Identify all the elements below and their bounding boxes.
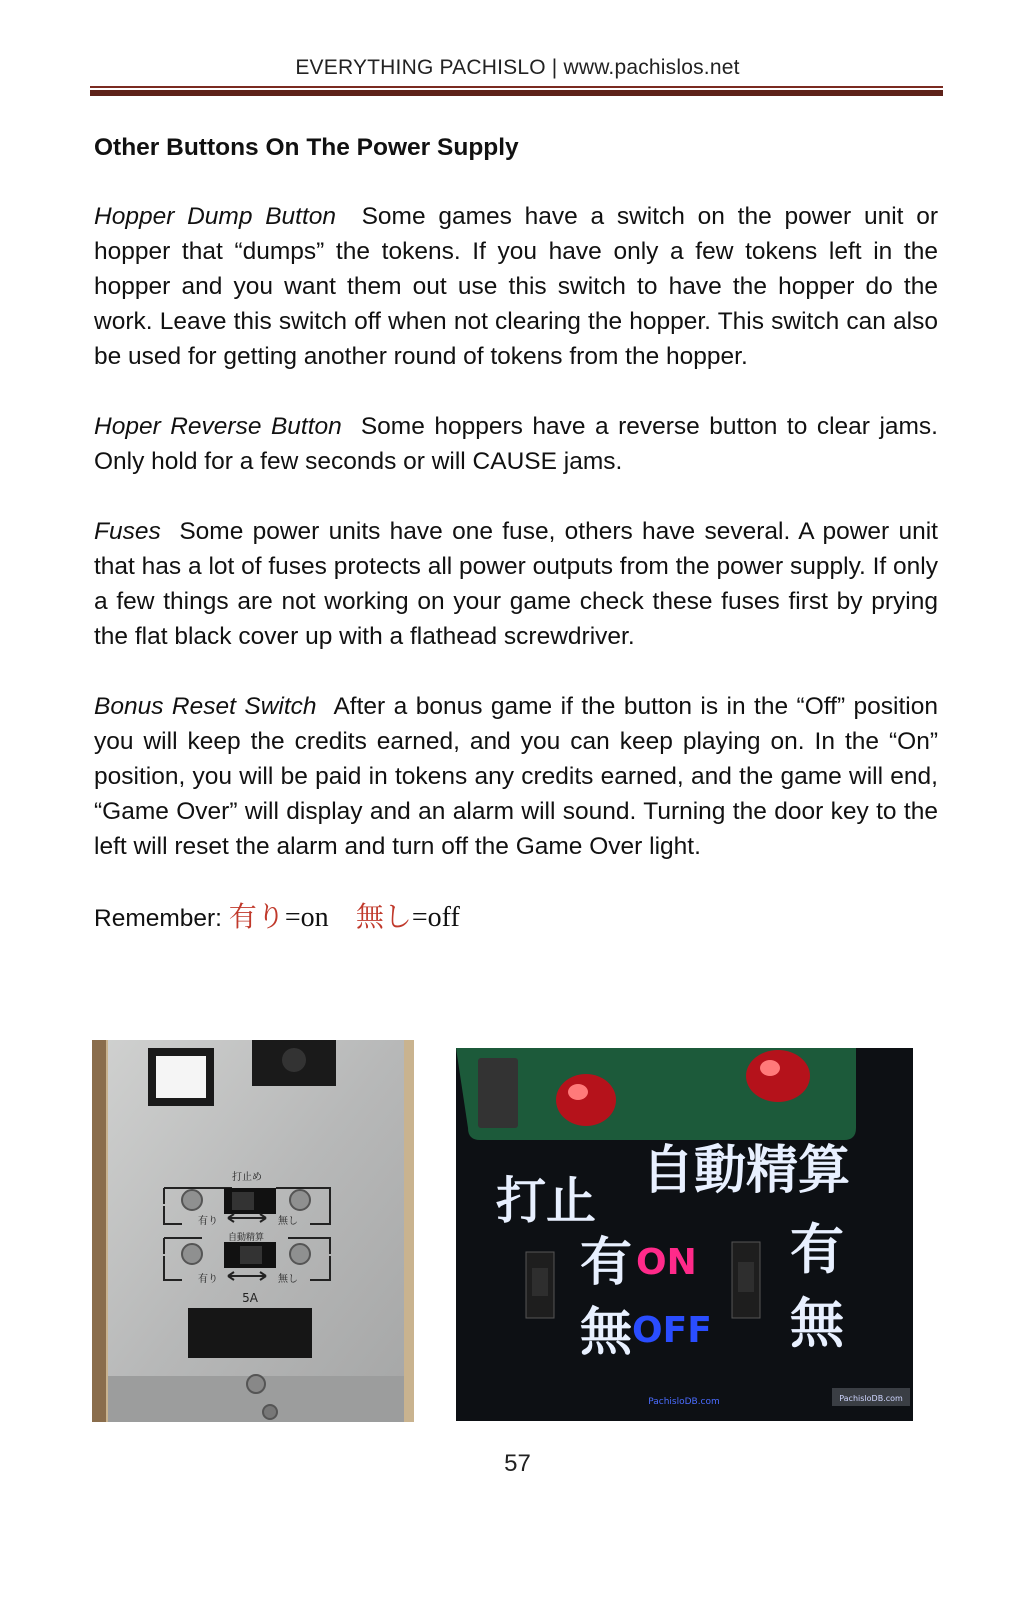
switch-label-auto: 自動精算: [642, 1141, 851, 1201]
panel-fuse-label: 5A: [242, 1291, 258, 1305]
switch-closeup-illustration: [456, 1048, 913, 1421]
text-fuses: Some power units have one fuse, others have several. A power unit that has a lot of fuses protects all power outputs from the power supply. If only a few things are not working on your game check these fuses first by prying the flat black cover up with a flathead screwdriver.: [94, 518, 938, 650]
watermark-corner: PachisloDB.com: [839, 1394, 903, 1403]
switch-on-en: ON: [636, 1242, 697, 1283]
photo-power-supply-panel: [92, 1040, 414, 1422]
text-hopper-reverse: Some hoppers have a reverse button to clear jams. Only hold for a few seconds or will CAUSE jams.: [94, 413, 938, 475]
power-supply-panel-illustration: [92, 1040, 414, 1422]
panel-row2-off: 無し: [278, 1274, 298, 1285]
header-rule-thin: [90, 86, 943, 88]
switch-off-en: OFF: [632, 1310, 712, 1351]
paragraph-bonus-reset: [94, 689, 938, 864]
remember-on-jp: 有り: [228, 900, 285, 933]
header-rule-thick: [90, 90, 943, 96]
paragraph-hopper-reverse: [94, 409, 938, 479]
paragraph-hopper-dump: [94, 199, 938, 374]
paragraph-fuses: [94, 514, 938, 654]
switch-label-stop: 打止: [496, 1172, 596, 1230]
remember-off-jp: 無し: [355, 900, 412, 933]
page-content: [94, 130, 938, 936]
panel-label-auto: 自動精算: [227, 1233, 265, 1243]
page-number: 57: [504, 1450, 531, 1477]
panel-row2-on: 有り: [198, 1274, 218, 1285]
term-fuses: Fuses: [94, 518, 161, 545]
panel-row1-off: 無し: [278, 1216, 298, 1227]
term-hopper-dump: Hopper Dump Button: [94, 203, 337, 230]
term-hopper-reverse: Hoper Reverse Button: [94, 413, 342, 440]
photo-switch-closeup: [456, 1048, 913, 1421]
switch-off-jp-right: 無: [790, 1292, 844, 1355]
term-bonus-reset: Bonus Reset Switch: [94, 693, 317, 720]
switch-off-jp-left: 無: [580, 1303, 633, 1363]
panel-label-stop: 打止め: [232, 1172, 262, 1183]
remember-off-en: =off: [411, 902, 460, 933]
watermark-center: PachisloDB.com: [648, 1397, 720, 1407]
text-hopper-dump: Some games have a switch on the power unit or hopper that “dumps” the tokens. If you have only a few tokens left in the hopper and you want them out use this switch to have the hopper do the work. Leave this switch off when not clearing the hopper. This switch can also be used for getting another round of tokens from the hopper.: [94, 203, 938, 370]
text-bonus-reset: After a bonus game if the button is in the “Off” position you will keep the credits earned, and you can keep playing on. In the “On” position, you will be paid in tokens any credits earned, and the game will end, “Game Over” will display and an alarm will sound. Turning the door key to the left will reset the alarm and turn off the Game Over light.: [94, 693, 938, 860]
switch-on-jp-right: 有: [790, 1218, 844, 1281]
running-header: EVERYTHING PACHISLO | www.pachislos.net: [295, 56, 740, 79]
remember-line: [94, 899, 938, 936]
switch-on-jp-left: 有: [580, 1233, 633, 1293]
section-title: Other Buttons On The Power Supply: [94, 134, 519, 161]
panel-row1-on: 有り: [198, 1216, 218, 1227]
remember-label: Remember:: [94, 905, 222, 932]
remember-on-en: =on: [284, 902, 329, 933]
